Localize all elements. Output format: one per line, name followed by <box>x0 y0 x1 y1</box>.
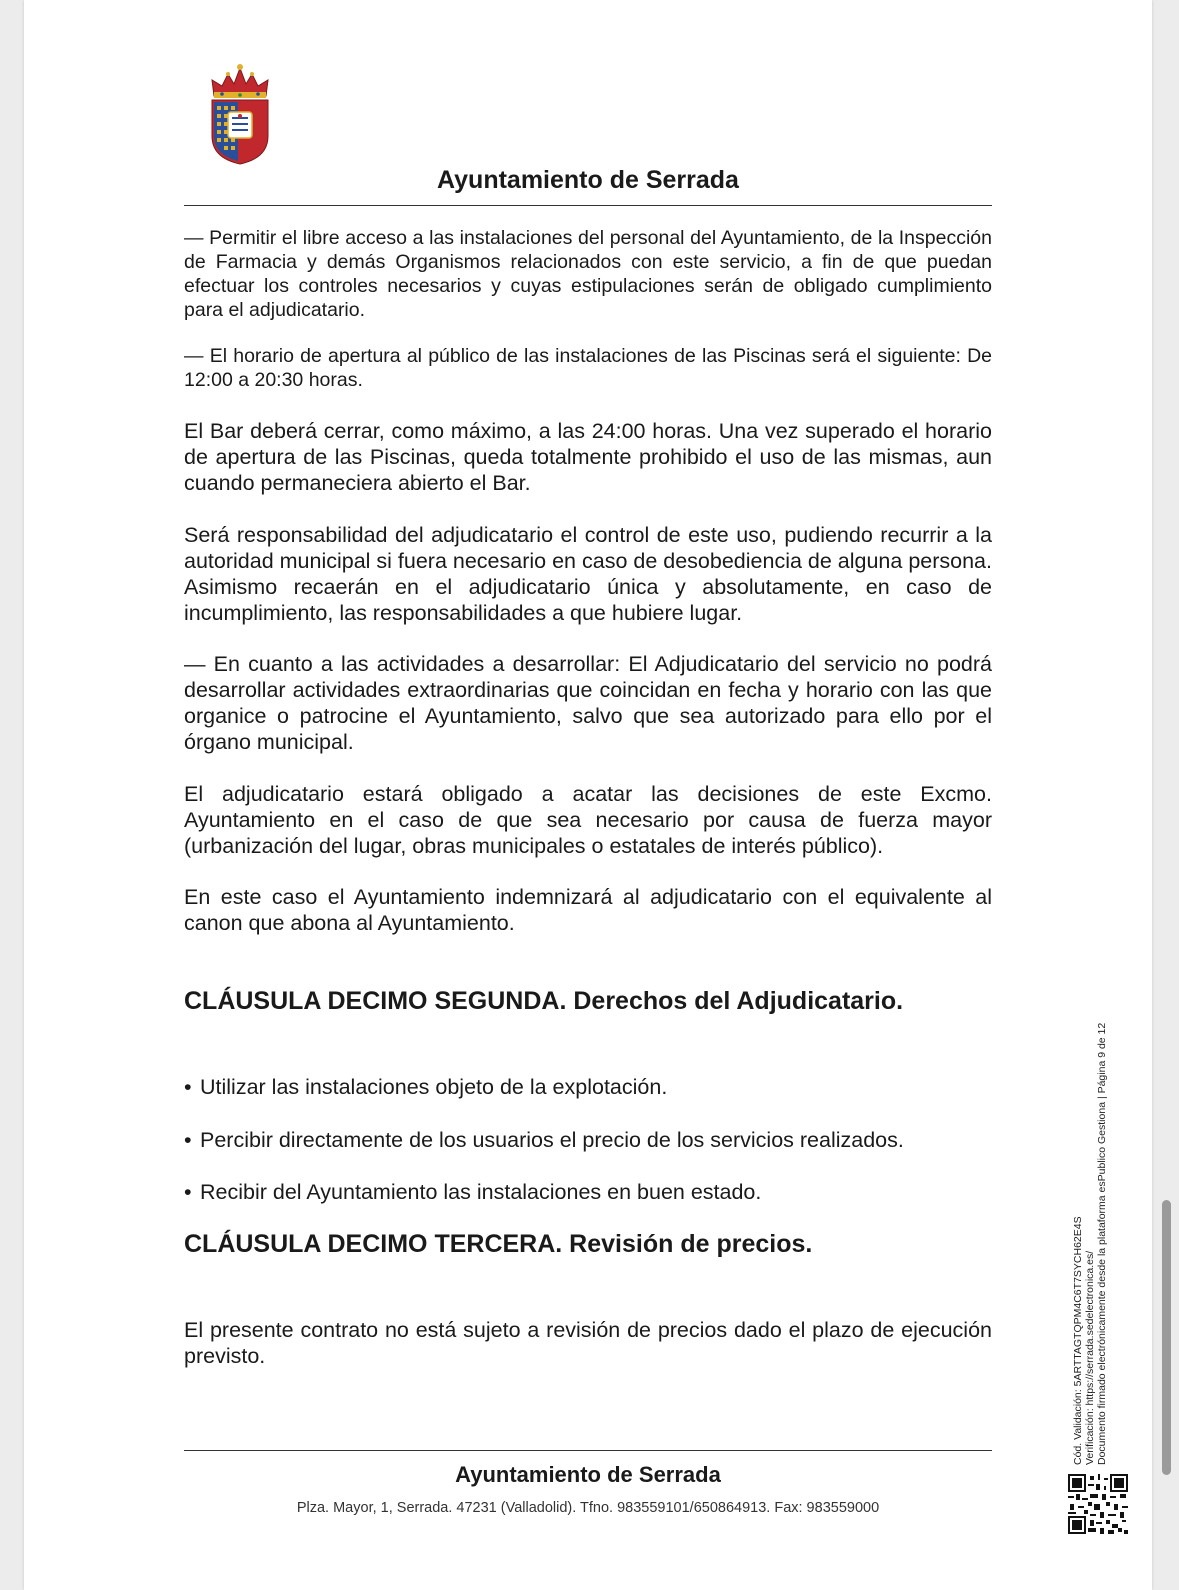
footer-address: Plza. Mayor, 1, Serrada. 47231 (Valladolid). Tfno. 983559101/650864913. Fax: 983559000 <box>296 1500 880 1516</box>
paragraph-responsibility: Será responsabilidad del adjudicatario el control de este uso, pudiendo recurrir a la autoridad municipal si fuera necesario en caso de desobediencia de alguna persona. Asimismo recaerán en el adjudicatario única y absolutamente, en caso de incumplimiento, las responsabilidades a que hubiere lugar. <box>184 523 992 625</box>
list-item-text: Utilizar las instalaciones objeto de la explotación. <box>200 1075 668 1099</box>
footer-title: Ayuntamiento de Serrada <box>455 1462 721 1487</box>
list-item <box>184 1128 904 1153</box>
paragraph-bar-hours: El Bar deberá cerrar, como máximo, a las 24:00 horas. Una vez superado el horario de apertura de las Piscinas, queda totalmente prohibido el uso de las mismas, aun cuando permaneciera abierto el Bar. <box>184 419 992 495</box>
paragraph-pool-hours: — El horario de apertura al público de las instalaciones de las Piscinas será el siguiente: De 12:00 a 20:30 horas. <box>184 345 992 391</box>
paragraph-force-majeure: El adjudicatario estará obligado a acatar las decisiones de este Excmo. Ayuntamiento en el caso de que sea necesario por causa de fuerza mayor (urbanización del lugar, obras municipales o estatales de interés público). <box>184 782 992 858</box>
scrollbar-thumb[interactable] <box>1162 1200 1171 1475</box>
coat-of-arms-icon <box>204 62 276 166</box>
verification-url: Verificación: https://serrada.sedelectronica.es/ <box>1084 1250 1096 1465</box>
list-item <box>184 1075 667 1100</box>
signature-note: Documento firmado electrónicamente desde la plataforma esPublico Gestiona | Página 9 de 12 <box>1096 1022 1108 1465</box>
bullet-icon: • <box>184 1075 192 1099</box>
qr-code-icon <box>1068 1474 1128 1534</box>
bullet-icon: • <box>184 1180 192 1204</box>
verification-stamp <box>1072 1023 1108 1465</box>
validation-code: Cód. Validación: 5ARTTAGTQPM4C6T7SYCH62E4S <box>1072 1216 1084 1465</box>
list-item <box>184 1180 761 1205</box>
paragraph-free-access: — Permitir el libre acceso a las instalaciones del personal del Ayuntamiento, de la Inspección de Farmacia y demás Organismos relacionados con este servicio, a fin de que puedan efectuar los controles necesarios y cuyas estipulaciones serán de obligado cumplimiento para el adjudicatario. <box>184 227 992 321</box>
header-title: Ayuntamiento de Serrada <box>437 166 739 194</box>
paragraph-compensation: En este caso el Ayuntamiento indemnizará al adjudicatario con el equivalente al canon que abona al Ayuntamiento. <box>184 885 992 935</box>
header-divider <box>184 205 992 206</box>
list-item-text: Recibir del Ayuntamiento las instalaciones en buen estado. <box>200 1180 762 1204</box>
clause-12-heading: CLÁUSULA DECIMO SEGUNDA. Derechos del Adjudicatario. <box>184 987 904 1015</box>
document-page <box>24 0 1152 1590</box>
paragraph-activities: — En cuanto a las actividades a desarrollar: El Adjudicatario del servicio no podrá desarrollar actividades extraordinarias que coincidan en fecha y horario con las que organice o patrocine el Ayuntamiento, salvo que sea autorizado para ello por el órgano municipal. <box>184 652 992 754</box>
clause-13-heading: CLÁUSULA DECIMO TERCERA. Revisión de precios. <box>184 1230 813 1258</box>
list-item-text: Percibir directamente de los usuarios el precio de los servicios realizados. <box>200 1128 904 1152</box>
bullet-icon: • <box>184 1128 192 1152</box>
footer-divider <box>184 1450 992 1451</box>
paragraph-price-revision: El presente contrato no está sujeto a revisión de precios dado el plazo de ejecución previsto. <box>184 1318 992 1368</box>
